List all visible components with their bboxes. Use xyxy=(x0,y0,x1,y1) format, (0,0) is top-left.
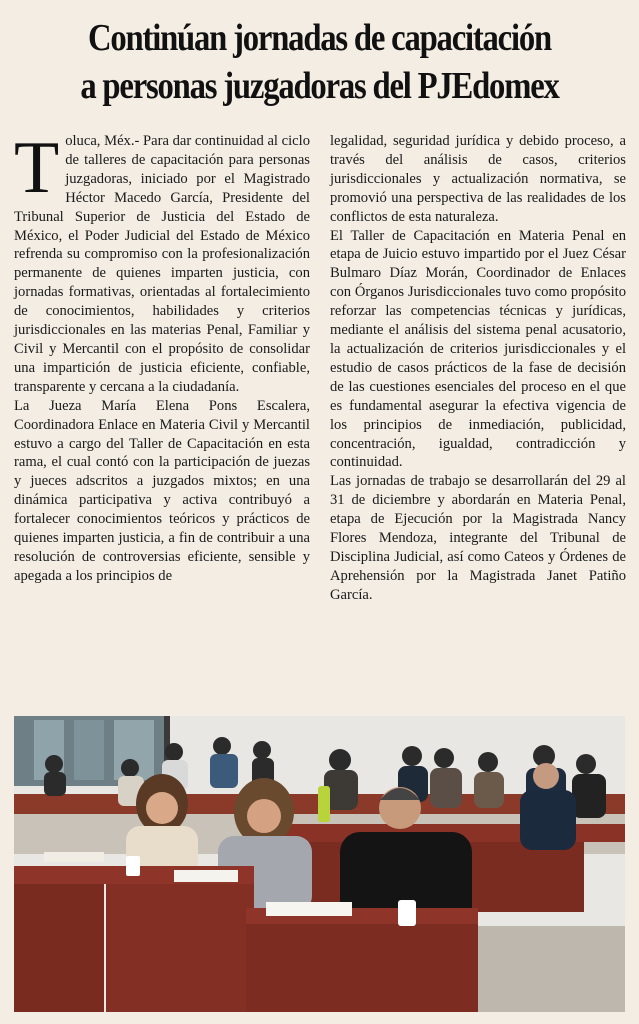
column-right xyxy=(330,132,626,712)
headline-line-2: a personas juzgadoras del PJEdomex xyxy=(80,65,559,107)
column-left xyxy=(14,127,310,712)
headline xyxy=(45,14,595,110)
photo-illustration xyxy=(14,716,625,1012)
paragraph-schedule: Las jornadas de trabajo se desarrollarán del 29 al 31 de diciembre y abordarán en Materia Penal, etapa de Ejecución por la Magistrada Nancy Flores Mendoza, integrante del Tribunal de Disciplina Judicial, así como Cateos y Órdenes de Aprehensión por la Magistrada Janet Patiño García. xyxy=(330,473,626,603)
article-body xyxy=(14,127,626,712)
training-session-photo xyxy=(14,716,625,1012)
paragraph-continuation: legalidad, seguridad jurídica y debido proceso, a través del análisis de casos, criterios jurisdiccionales y actualización normativa, se promovió una perspectiva de las realidades de los conflictos de esta naturaleza. xyxy=(330,133,626,225)
paragraph-intro xyxy=(14,127,310,397)
headline-line-1: Continúan jornadas de capacitación xyxy=(88,17,551,59)
paragraph-penal: El Taller de Capacitación en Materia Penal en etapa de Juicio estuvo impartido por el Juez César Bulmaro Díaz Morán, Coordinador de Enlaces con Órganos Jurisdiccionales tuvo como propósito reforzar las competencias técnicas y jurídicas, mediante el análisis del sistema penal acusatorio, la actualización de criterios jurisdiccionales y el estudio de casos prácticos de la fase de decisión de las cuestiones esenciales del proceso en el que es fundamental asegurar la efectiva vigencia de los principios de inmediación, publicidad, concentración, igualdad, contradicción y continuidad. xyxy=(330,227,626,471)
drop-cap: T xyxy=(14,127,60,209)
paragraph-intro-text: oluca, Méx.- Para dar continuidad al ciclo de talleres de capacitación para personas juzgadoras, iniciado por el Magistrado Héctor Macedo García, Presidente del Tribunal Superior de Justicia del Estado de México, el Poder Judicial del Estado de México refrenda su compromiso con la profesionalización permanente de quienes imparten justicia, con jornadas formativas, orientadas al fortalecimiento de conocimientos, habilidades y criterios jurisdiccionales en las materias Penal, Familiar y Civil y Mercantil con el propósito de consolidar una impartición de justicia eficiente, confiable, transparente y cercana a la ciudadanía. xyxy=(14,133,310,395)
paragraph-civil: La Jueza María Elena Pons Escalera, Coordinadora Enlace en Materia Civil y Mercantil estuvo a cargo del Taller de Capacitación en esta rama, el cual contó con la participación de juezas y jueces adscritos a juzgados mixtos; en una dinámica participativa y activa contribuyó a fortalecer conocimientos teóricos y prácticos de quienes imparten justicia, a fin de contribuir a una resolución de controversias eficiente, sensible y apegada a los principios de xyxy=(14,397,310,584)
